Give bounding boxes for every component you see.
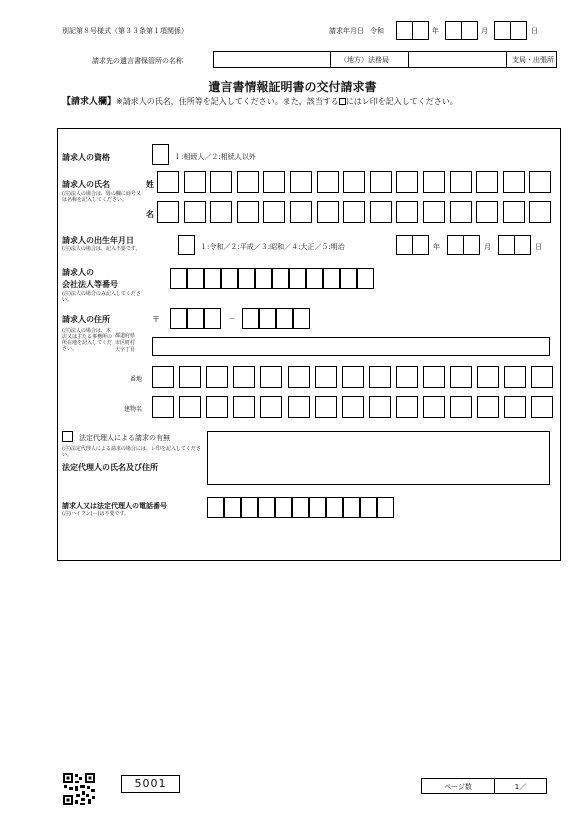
birth-note: (注)法人の場合は、記入不要です。 — [62, 246, 141, 252]
birth-year-digit-2[interactable] — [412, 235, 429, 255]
surname-char-cell[interactable] — [503, 171, 525, 193]
postal-dash: － — [228, 314, 236, 323]
banchi-char-cell[interactable] — [315, 366, 337, 388]
given-name-label: 名 — [146, 210, 154, 219]
banchi-char-cell[interactable] — [531, 366, 553, 388]
given-name-char-cell[interactable] — [423, 201, 445, 223]
address-label: 請求人の住所 — [62, 315, 110, 324]
birth-day-unit: 日 — [535, 243, 542, 251]
request-day-digit-2[interactable] — [510, 21, 527, 40]
surname-label: 姓 — [146, 180, 154, 189]
birth-year-unit: 年 — [433, 243, 440, 251]
given-name-char-cell[interactable] — [370, 201, 392, 223]
phone-digit-cell[interactable] — [224, 497, 241, 518]
banchi-char-cell[interactable] — [342, 366, 364, 388]
building-char-cell[interactable] — [369, 396, 391, 418]
prefecture-label-2: 市区町村 — [115, 340, 136, 346]
building-char-cell[interactable] — [342, 396, 364, 418]
building-char-cell[interactable] — [396, 396, 418, 418]
banchi-char-cell[interactable] — [423, 366, 445, 388]
given-name-char-cell[interactable] — [503, 201, 525, 223]
corp-label-1: 請求人の — [62, 268, 94, 277]
page-count-value: 1／ — [514, 783, 527, 791]
building-label: 建物名 — [124, 406, 143, 413]
page-count-box — [421, 778, 547, 794]
corp-number-digit-cell[interactable] — [255, 268, 272, 289]
banchi-char-cell[interactable] — [369, 366, 391, 388]
surname-char-cell[interactable] — [210, 171, 232, 193]
phone-digit-cell[interactable] — [241, 497, 258, 518]
banchi-char-cell[interactable] — [206, 366, 228, 388]
banchi-char-cell[interactable] — [477, 366, 499, 388]
banchi-char-cell[interactable] — [396, 366, 418, 388]
given-name-char-cell[interactable] — [210, 201, 232, 223]
banchi-char-cell[interactable] — [504, 366, 526, 388]
phone-digit-cell[interactable] — [258, 497, 275, 518]
request-year-digit-2[interactable] — [412, 21, 429, 40]
agent-checkbox-label: 法定代理人による請求の有無 — [79, 434, 170, 442]
birth-month-digit-1[interactable] — [447, 235, 464, 255]
form-code: 5001 — [121, 775, 180, 793]
banchi-char-cell[interactable] — [233, 366, 255, 388]
building-char-cell[interactable] — [423, 396, 445, 418]
postal-code-digit-cell[interactable] — [293, 308, 310, 329]
checkbox-symbol-icon — [339, 98, 346, 105]
corp-number-digit-cell[interactable] — [306, 268, 323, 289]
birth-day-digit-2[interactable] — [514, 235, 531, 255]
birth-label: 請求人の出生年月日 — [62, 236, 134, 245]
given-name-char-cell[interactable] — [317, 201, 339, 223]
building-char-cell[interactable] — [260, 396, 282, 418]
given-name-char-cell[interactable] — [157, 201, 179, 223]
instruction-line — [62, 94, 458, 107]
surname-char-cell[interactable] — [476, 171, 498, 193]
banchi-char-cell[interactable] — [152, 366, 174, 388]
surname-char-cell[interactable] — [529, 171, 551, 193]
banchi-char-cell[interactable] — [260, 366, 282, 388]
given-name-char-cell[interactable] — [396, 201, 418, 223]
request-day-digit-1[interactable] — [494, 21, 511, 40]
phone-digit-cell[interactable] — [377, 497, 394, 518]
request-month-digit-2[interactable] — [461, 21, 478, 40]
surname-char-cell[interactable] — [184, 171, 206, 193]
given-name-char-cell[interactable] — [263, 201, 285, 223]
given-name-char-cell[interactable] — [184, 201, 206, 223]
given-name-char-cell[interactable] — [476, 201, 498, 223]
surname-char-cell[interactable] — [290, 171, 312, 193]
prefecture-label-3: 大字丁目 — [115, 347, 136, 353]
banchi-char-cell[interactable] — [288, 366, 310, 388]
birth-era-options: １:令和／２:平成／３:昭和／４:大正／５:明治 — [200, 243, 345, 251]
postal-code-digit-cell[interactable] — [187, 308, 204, 329]
phone-digit-cell[interactable] — [275, 497, 292, 518]
building-char-cell[interactable] — [504, 396, 526, 418]
bureau-name-field[interactable] — [214, 52, 330, 67]
building-char-cell[interactable] — [477, 396, 499, 418]
page-title: 遺言書情報証明書の交付請求書 — [208, 80, 377, 94]
corp-label-2: 会社法人等番号 — [62, 280, 118, 289]
prefecture-label-1: 都道府県 — [115, 333, 136, 339]
surname-char-cell[interactable] — [450, 171, 472, 193]
corp-number-digit-cell[interactable] — [204, 268, 221, 289]
qualification-options: １:相続人／２:相続人以外 — [174, 153, 256, 161]
instruction-text-end: にはレ印を記入してください。 — [345, 97, 458, 106]
address-note: (注)法人の場合は、本店又は主たる事務所の所在地を記入してください。 — [62, 328, 113, 352]
corp-number-digit-cell[interactable] — [340, 268, 357, 289]
phone-digit-cell[interactable] — [309, 497, 326, 518]
corp-note: (注)法人の場合のみ記入してください。 — [62, 291, 141, 303]
building-char-cell[interactable] — [288, 396, 310, 418]
agent-name-address-field[interactable] — [207, 431, 550, 485]
birth-year-digit-1[interactable] — [396, 235, 413, 255]
qualification-label: 請求人の資格 — [62, 153, 110, 162]
postal-code-digit-cell[interactable] — [259, 308, 276, 329]
corp-number-digit-cell[interactable] — [187, 268, 204, 289]
request-date-label: 請求年月日 — [329, 27, 364, 35]
banchi-label: 番地 — [130, 376, 143, 383]
surname-char-cell[interactable] — [370, 171, 392, 193]
agent-checkbox[interactable] — [62, 431, 73, 442]
phone-digit-cell[interactable] — [292, 497, 309, 518]
given-name-char-cell[interactable] — [290, 201, 312, 223]
page-count-label: ページ数 — [444, 783, 472, 791]
request-month-unit: 月 — [481, 27, 488, 35]
qr-code-icon — [62, 772, 96, 806]
request-year-digit-1[interactable] — [396, 21, 413, 40]
corp-number-digit-cell[interactable] — [289, 268, 306, 289]
building-char-cell[interactable] — [233, 396, 255, 418]
birth-era-input[interactable] — [178, 235, 195, 255]
birth-month-digit-2[interactable] — [463, 235, 480, 255]
phone-digit-cell[interactable] — [207, 497, 224, 518]
building-char-cell[interactable] — [315, 396, 337, 418]
building-char-cell[interactable] — [531, 396, 553, 418]
office-divider — [330, 52, 331, 67]
office-label: 請求先の遺言書保管所の名称 — [92, 57, 183, 65]
request-day-unit: 日 — [531, 27, 538, 35]
postal-code-digit-cell[interactable] — [242, 308, 259, 329]
given-name-char-cell[interactable] — [450, 201, 472, 223]
building-char-cell[interactable] — [206, 396, 228, 418]
bureau-label: （地方）法務局 — [340, 56, 389, 64]
birth-month-unit: 月 — [484, 243, 491, 251]
banchi-char-cell[interactable] — [179, 366, 201, 388]
given-name-char-cell[interactable] — [343, 201, 365, 223]
birth-day-digit-1[interactable] — [498, 235, 515, 255]
branch-name-field[interactable] — [408, 52, 506, 67]
corp-number-digit-cell[interactable] — [221, 268, 238, 289]
phone-digit-cell[interactable] — [326, 497, 343, 518]
phone-digit-cell[interactable] — [360, 497, 377, 518]
agent-name-label: 法定代理人の氏名及び住所 — [62, 463, 158, 472]
agent-note: (注)法定代理人による請求の場合には、レ印を記入してください。 — [62, 446, 201, 458]
corp-number-digit-cell[interactable] — [238, 268, 255, 289]
building-char-cell[interactable] — [152, 396, 174, 418]
postal-code-digit-cell[interactable] — [276, 308, 293, 329]
office-row — [213, 51, 557, 68]
banchi-char-cell[interactable] — [450, 366, 472, 388]
postal-code-digit-cell[interactable] — [204, 308, 221, 329]
surname-char-cell[interactable] — [237, 171, 259, 193]
corp-number-digit-cell[interactable] — [272, 268, 289, 289]
corp-number-digit-cell[interactable] — [357, 268, 374, 289]
corp-number-digit-cell[interactable] — [323, 268, 340, 289]
surname-char-cell[interactable] — [343, 171, 365, 193]
phone-digit-cell[interactable] — [343, 497, 360, 518]
surname-char-cell[interactable] — [157, 171, 179, 193]
section-label: 【請求人欄】 — [62, 97, 117, 107]
qualification-input[interactable] — [152, 144, 169, 165]
prefecture-city-field[interactable] — [152, 337, 550, 356]
branch-label: 支局・出張所 — [512, 56, 554, 64]
form-label: 別記第８号様式（第３３条第１項関係） — [62, 27, 188, 35]
office-divider — [506, 52, 507, 67]
surname-char-cell[interactable] — [396, 171, 418, 193]
surname-char-cell[interactable] — [263, 171, 285, 193]
building-char-cell[interactable] — [179, 396, 201, 418]
postal-code-digit-cell[interactable] — [170, 308, 187, 329]
request-month-digit-1[interactable] — [445, 21, 462, 40]
surname-char-cell[interactable] — [317, 171, 339, 193]
name-note: (注)法人の場合は、姓の欄に商号又は名称を記入してください。 — [62, 191, 141, 203]
request-date-era: 令和 — [370, 27, 384, 35]
phone-note: (注)ハイフン(－)は不要です。 — [62, 511, 130, 517]
corp-number-digit-cell[interactable] — [170, 268, 187, 289]
instruction-text: ※請求人の氏名，住所等を記入してください。また，該当する — [116, 97, 339, 106]
surname-char-cell[interactable] — [423, 171, 445, 193]
building-char-cell[interactable] — [450, 396, 472, 418]
given-name-char-cell[interactable] — [529, 201, 551, 223]
postal-mark-icon: 〒 — [152, 315, 160, 324]
request-year-unit: 年 — [432, 27, 439, 35]
phone-label: 請求人又は法定代理人の電話番号 — [62, 502, 167, 510]
given-name-char-cell[interactable] — [237, 201, 259, 223]
name-label: 請求人の氏名 — [62, 180, 110, 189]
